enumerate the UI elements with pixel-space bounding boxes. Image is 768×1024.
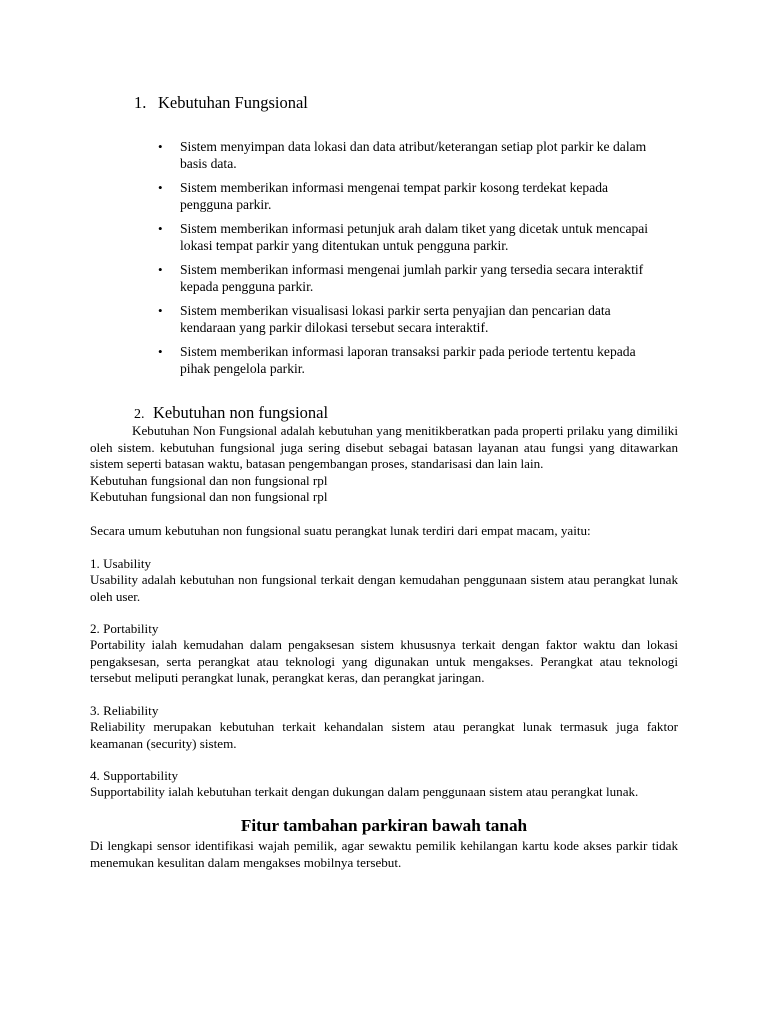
repeat-line-1: Kebutuhan fungsional dan non fungsional rpl xyxy=(90,473,328,488)
portability-title: 2. Portability xyxy=(90,621,159,636)
list-item: • Sistem memberikan informasi petunjuk arah dalam tiket yang dicetak untuk mencapai lokasi tempat parkir yang ditentukan untuk pengguna parkir. xyxy=(158,220,658,254)
section-3-title: Fitur tambahan parkiran bawah tanah xyxy=(240,816,528,835)
list-item: • Sistem memberikan informasi mengenai jumlah parkir yang tersedia secara interaktif kepada pengguna parkir. xyxy=(158,261,658,295)
list-item: • Sistem menyimpan data lokasi dan data atribut/keterangan setiap plot parkir ke dalam basis data. xyxy=(158,138,658,172)
list-item: • Sistem memberikan informasi mengenai tempat parkir kosong terdekat kepada pengguna parkir. xyxy=(158,179,658,213)
list-item: • Sistem memberikan visualisasi lokasi parkir serta penyajian dan pencarian data kendaraan yang parkir dilokasi tersebut secara interaktif. xyxy=(158,302,658,336)
supportability-text: Supportability ialah kebutuhan terkait dengan dukungan dalam penggunaan sistem atau perangkat lunak. xyxy=(90,784,639,799)
nonfunctional-intro: Kebutuhan Non Fungsional adalah kebutuhan yang menitikberatkan pada properti prilaku yang dimiliki oleh sistem. kebutuhan fungsional juga sering disebut sebagai batasan layanan atau fungsi yang ditawarkan sistem seperti batasan waktu, batasan pengembangan proses, standarisasi dan lain lain. xyxy=(90,423,678,472)
section-1-number: 1. xyxy=(134,93,147,112)
section-2-title: Kebutuhan non fungsional xyxy=(153,403,329,422)
reliability-title: 3. Reliability xyxy=(90,703,159,718)
list-item: • Sistem memberikan informasi laporan transaksi parkir pada periode tertentu kepada pihak pengelola parkir. xyxy=(158,343,658,377)
repeat-line-2: Kebutuhan fungsional dan non fungsional rpl xyxy=(90,489,328,504)
usability-title: 1. Usability xyxy=(90,556,152,571)
usability-text: Usability adalah kebutuhan non fungsional terkait dengan kemudahan penggunaan sistem atau perangkat lunak oleh user. xyxy=(90,572,678,604)
reliability-text: Reliability merupakan kebutuhan terkait kehandalan sistem atau perangkat lunak termasuk juga faktor keamanan (security) sistem. xyxy=(90,719,678,751)
section-1-title: Kebutuhan Fungsional xyxy=(158,93,308,112)
section-3-text: Di lengkapi sensor identifikasi wajah pemilik, agar sewaktu pemilik kehilangan kartu kode akses parkir tidak menemukan kesulitan dalam mengakses mobilnya tersebut. xyxy=(90,838,678,870)
portability-text: Portability ialah kemudahan dalam pengaksesan sistem khususnya terkait dengan faktor waktu dan lokasi pengaksesan, serta perangkat atau teknologi yang digunakan untuk mengakses. Perangkat atau teknologi tersebut meliputi perangkat lunak, perangkat keras, dan perangkat jaringan. xyxy=(90,637,678,686)
supportability-title: 4. Supportability xyxy=(90,768,179,783)
section-2-number: 2. xyxy=(134,407,145,422)
section-1-heading xyxy=(134,93,308,113)
nonfunctional-summary: Secara umum kebutuhan non fungsional suatu perangkat lunak terdiri dari empat macam, yaitu: xyxy=(90,523,591,538)
functional-requirements-list xyxy=(158,138,658,384)
section-2-heading xyxy=(134,403,328,423)
